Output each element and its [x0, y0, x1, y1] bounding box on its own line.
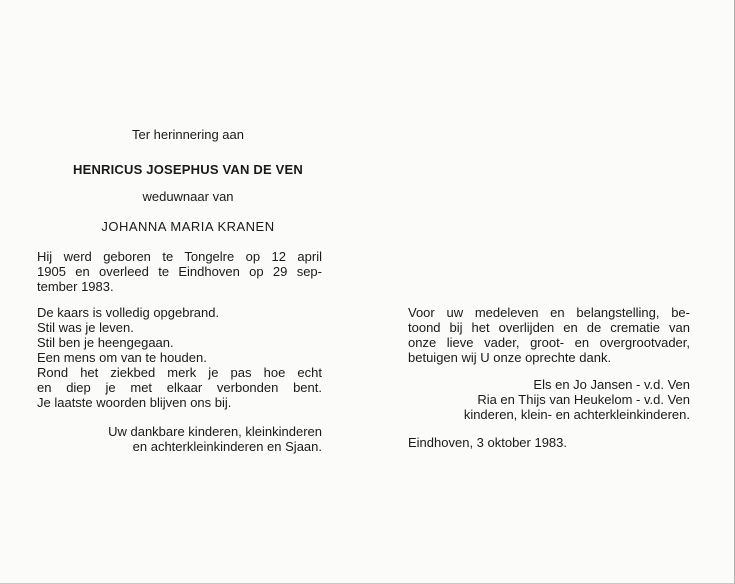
thanks-line: betuigen wij U onze oprechte dank.: [408, 350, 612, 365]
thanks-line: Voor uw medeleven en belangstelling, be-: [408, 305, 690, 320]
poem-line: Stil was je leven.: [37, 320, 134, 335]
poem-line: De kaars is volledig opgebrand.: [37, 305, 220, 320]
biography-line: Hij werd geboren te Tongelre op 12 april: [37, 249, 322, 264]
signatory-line: Els en Jo Jansen - v.d. Ven: [533, 377, 690, 392]
relation-text: weduwnaar van: [142, 189, 234, 204]
biography-line: 1905 en overleed te Eindhoven op 29 sep-: [37, 264, 322, 279]
poem-line: Rond het ziekbed merk je pas hoe echt: [37, 365, 322, 380]
spouse-name: JOHANNA MARIA KRANEN: [101, 219, 275, 234]
thanks-line: onze lieve vader, groot- en overgrootvader,: [408, 335, 690, 350]
signatory-line: kinderen, klein- en achterkleinkinderen.: [463, 407, 690, 422]
thanks-line: toond bij het overlijden en de crematie van: [408, 320, 690, 335]
deceased-name: HENRICUS JOSEPHUS VAN DE VEN: [72, 162, 303, 177]
closing-line: Uw dankbare kinderen, kleinkinderen: [108, 424, 322, 439]
intro-text: Ter herinnering aan: [131, 127, 245, 142]
poem-line: Stil ben je heengegaan.: [37, 335, 174, 350]
biography-line: tember 1983.: [37, 279, 114, 294]
poem-line: Een mens om van te houden.: [37, 350, 207, 365]
poem-line: Je laatste woorden blijven ons bij.: [37, 395, 232, 410]
closing-line: en achterkleinkinderen en Sjaan.: [132, 439, 322, 454]
place-date: Eindhoven, 3 oktober 1983.: [408, 435, 568, 450]
poem-line: en diep je met elkaar verbonden bent.: [37, 380, 322, 395]
signatory-line: Ria en Thijs van Heukelom - v.d. Ven: [477, 392, 690, 407]
